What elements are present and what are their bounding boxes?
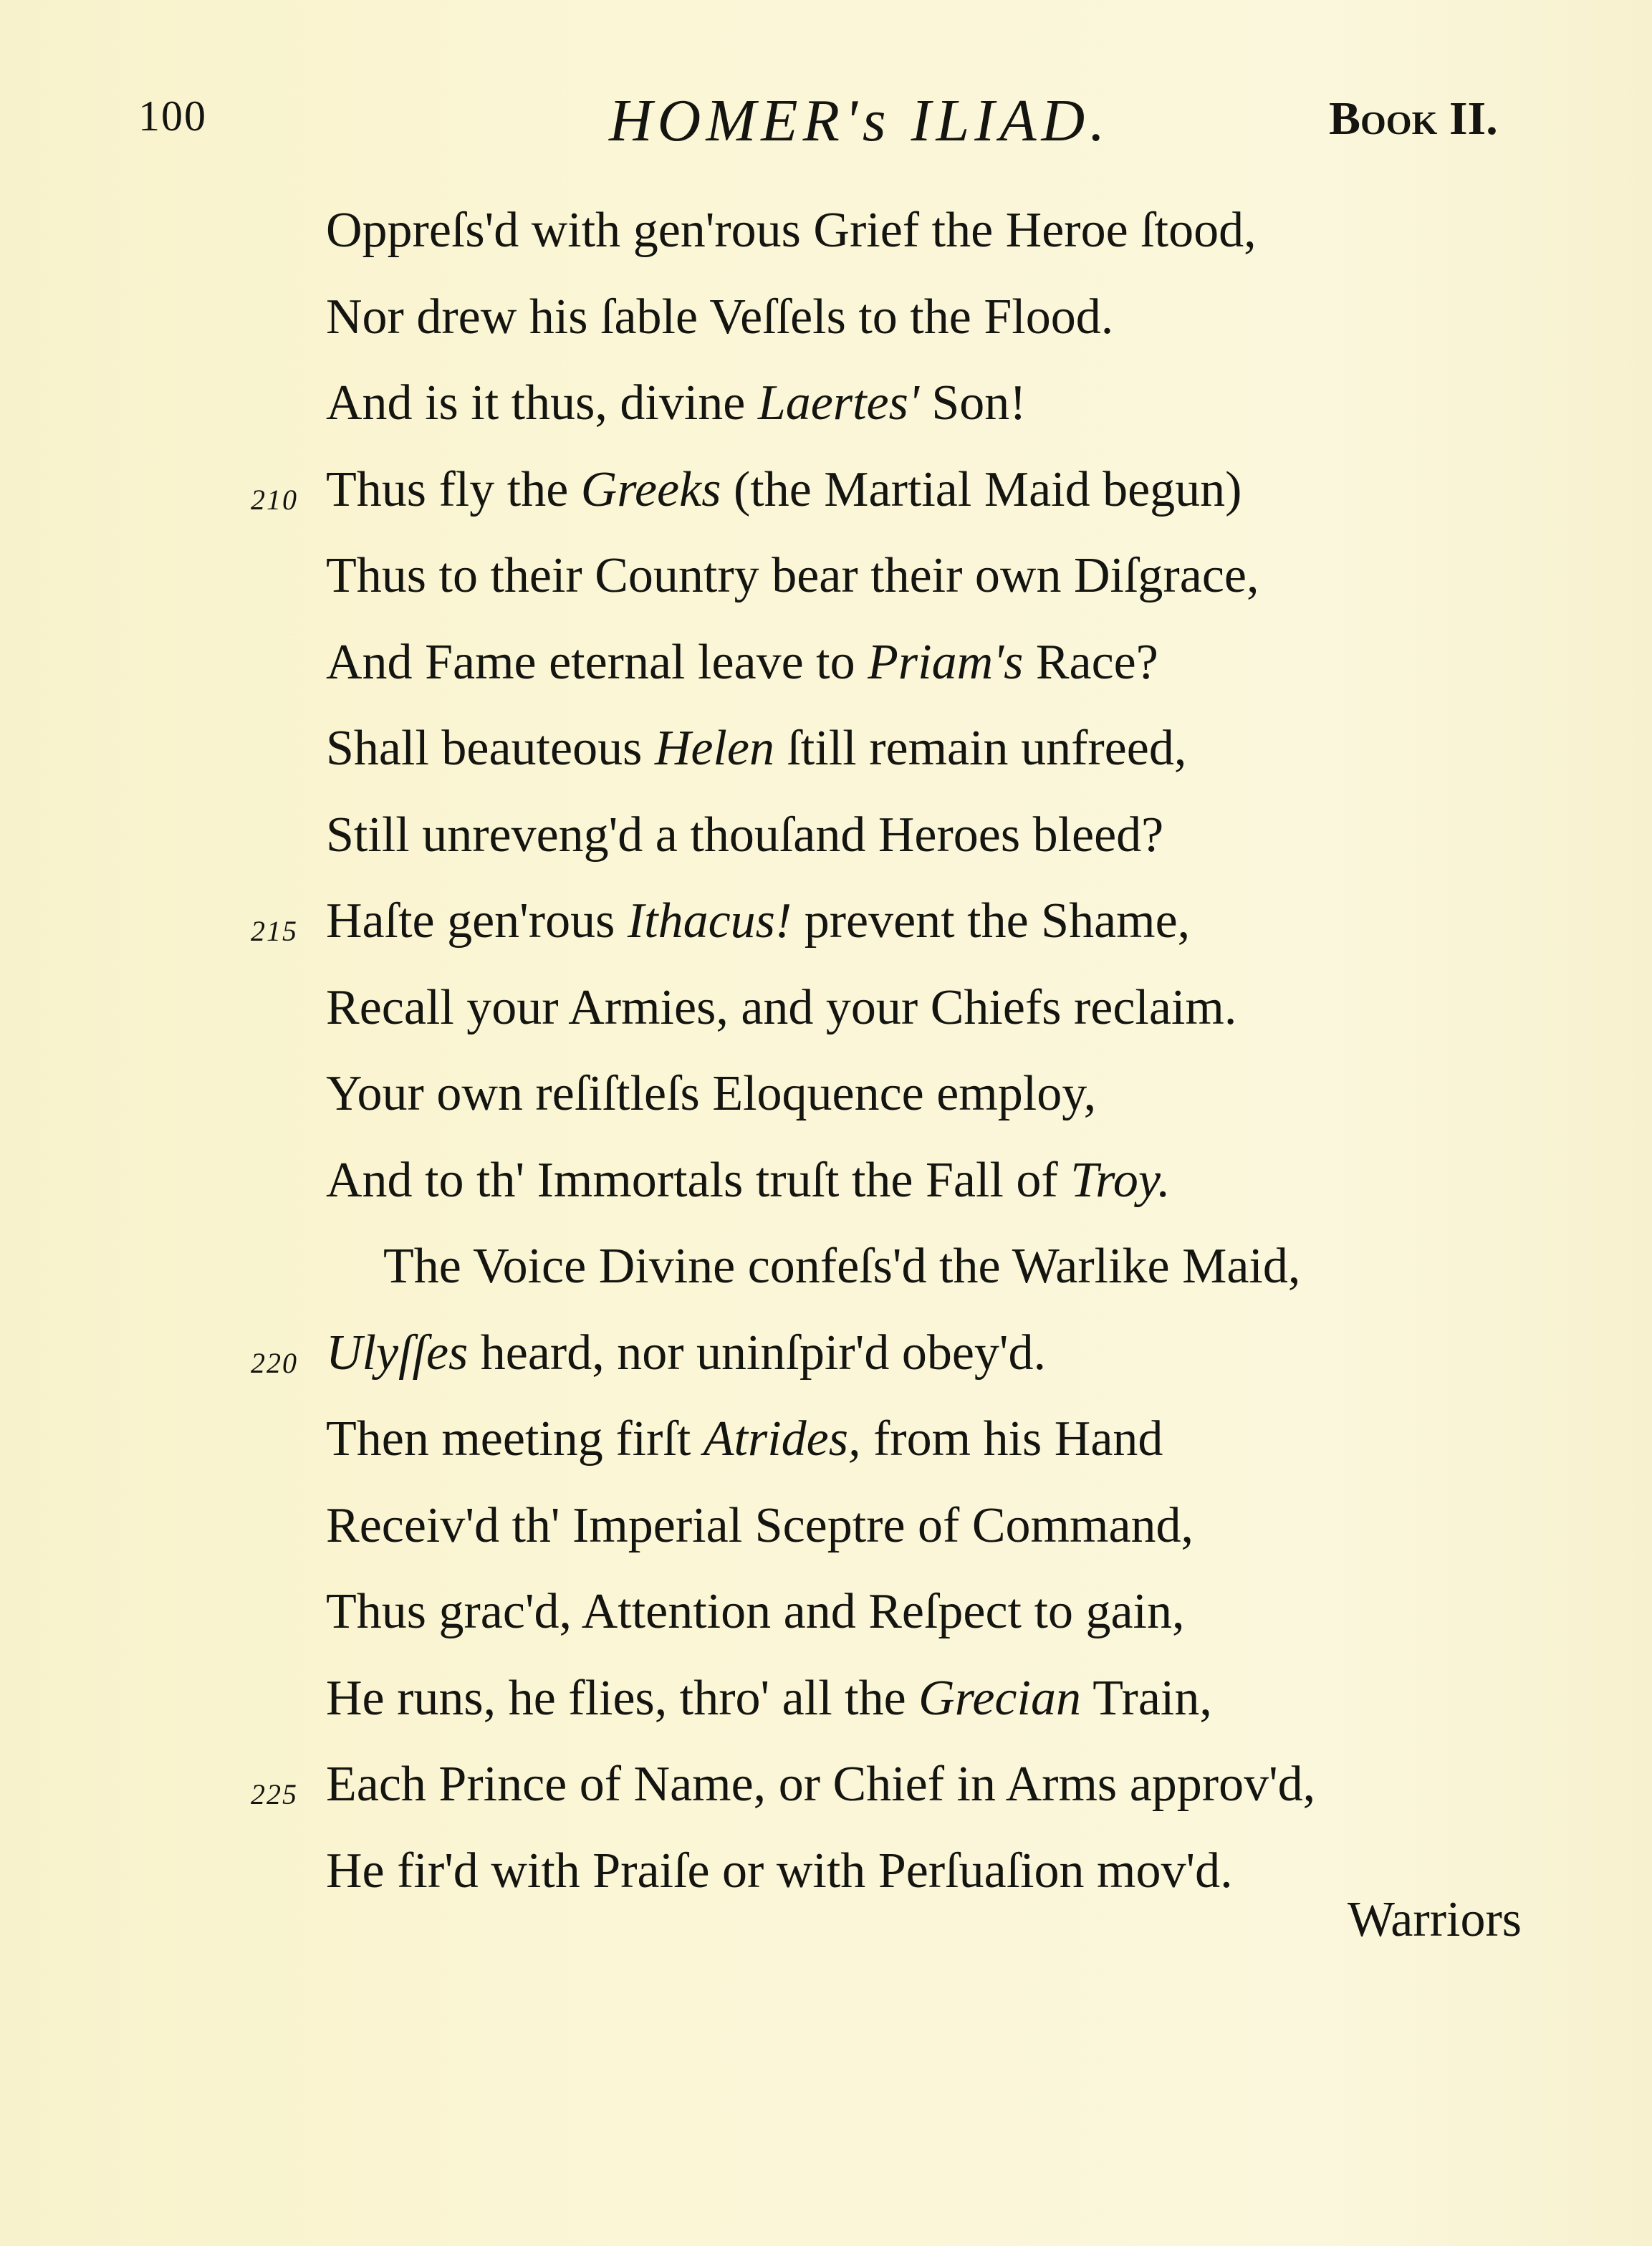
line-number: 225 [251,1778,298,1810]
verse-text: Then meeting firſt Atrides, from his Hand [326,1411,1163,1467]
verse-text: Still unreveng'd a thouſand Heroes bleed? [326,807,1164,863]
verse-text: Oppreſs'd with gen'rous Grief the Heroe ſtood, [326,203,1257,258]
verse-line [0,1656,1652,1742]
verse-line [0,447,1652,534]
verse-line [0,360,1652,447]
verse-line [0,1396,1652,1483]
line-number: 215 [251,915,298,947]
verse-line [0,965,1652,1052]
verse-text: The Voice Divine confeſs'd the Warlike Maid, [383,1239,1301,1294]
verse-text: He runs, he flies, thro' all the Grecian Train, [326,1670,1212,1726]
verse-line [0,1051,1652,1138]
verse-line [0,1138,1652,1224]
verse-line [0,878,1652,965]
verse-text: Haſte gen'rous Ithacus! prevent the Shame, [326,893,1191,949]
verse-line [0,188,1652,274]
line-number: 210 [251,483,298,516]
verse-text: He fir'd with Praiſe or with Perſuaſion mov'd. [326,1843,1233,1899]
running-title: HOMER's ILIAD. [609,87,1110,154]
verse-line [0,1310,1652,1397]
line-number: 220 [251,1346,298,1379]
verse-line [0,706,1652,792]
verse-text: Recall your Armies, and your Chiefs reclaim. [326,979,1237,1035]
page-header [0,86,1652,158]
verse-line [0,533,1652,620]
verse-text: And is it thus, divine Laertes' Son! [326,375,1027,431]
verse-line [0,620,1652,706]
verse-text: Your own reſiſtleſs Eloquence employ, [326,1066,1097,1121]
verse-text: Thus grac'd, Attention and Reſpect to gain, [326,1584,1185,1639]
verse-line [0,274,1652,361]
verse-text: And Fame eternal leave to Priam's Race? [326,634,1158,690]
verse-line [0,792,1652,879]
verse-text: Nor drew his ſable Veſſels to the Flood. [326,289,1114,345]
verse-text: Ulyſſes heard, nor uninſpir'd obey'd. [326,1325,1047,1381]
verse-text: And to th' Immortals truſt the Fall of Troy. [326,1152,1171,1208]
verse-line [0,1569,1652,1656]
verse-text: Shall beauteous Helen ſtill remain unfreed, [326,721,1187,776]
verse-text: Thus to their Country bear their own Diſgrace, [326,548,1259,603]
catchword: Warriors [1347,1892,1522,1947]
verse-line [0,1742,1652,1828]
verse-block [0,188,1652,1914]
verse-text: Each Prince of Name, or Chief in Arms approv'd, [326,1757,1316,1812]
page-number: 100 [138,92,207,140]
book-label: Book II. [1329,92,1498,145]
verse-line [0,1224,1652,1310]
verse-text: Thus fly the Greeks (the Martial Maid begun) [326,461,1242,517]
verse-line [0,1483,1652,1570]
verse-text: Receiv'd th' Imperial Sceptre of Command, [326,1497,1194,1553]
